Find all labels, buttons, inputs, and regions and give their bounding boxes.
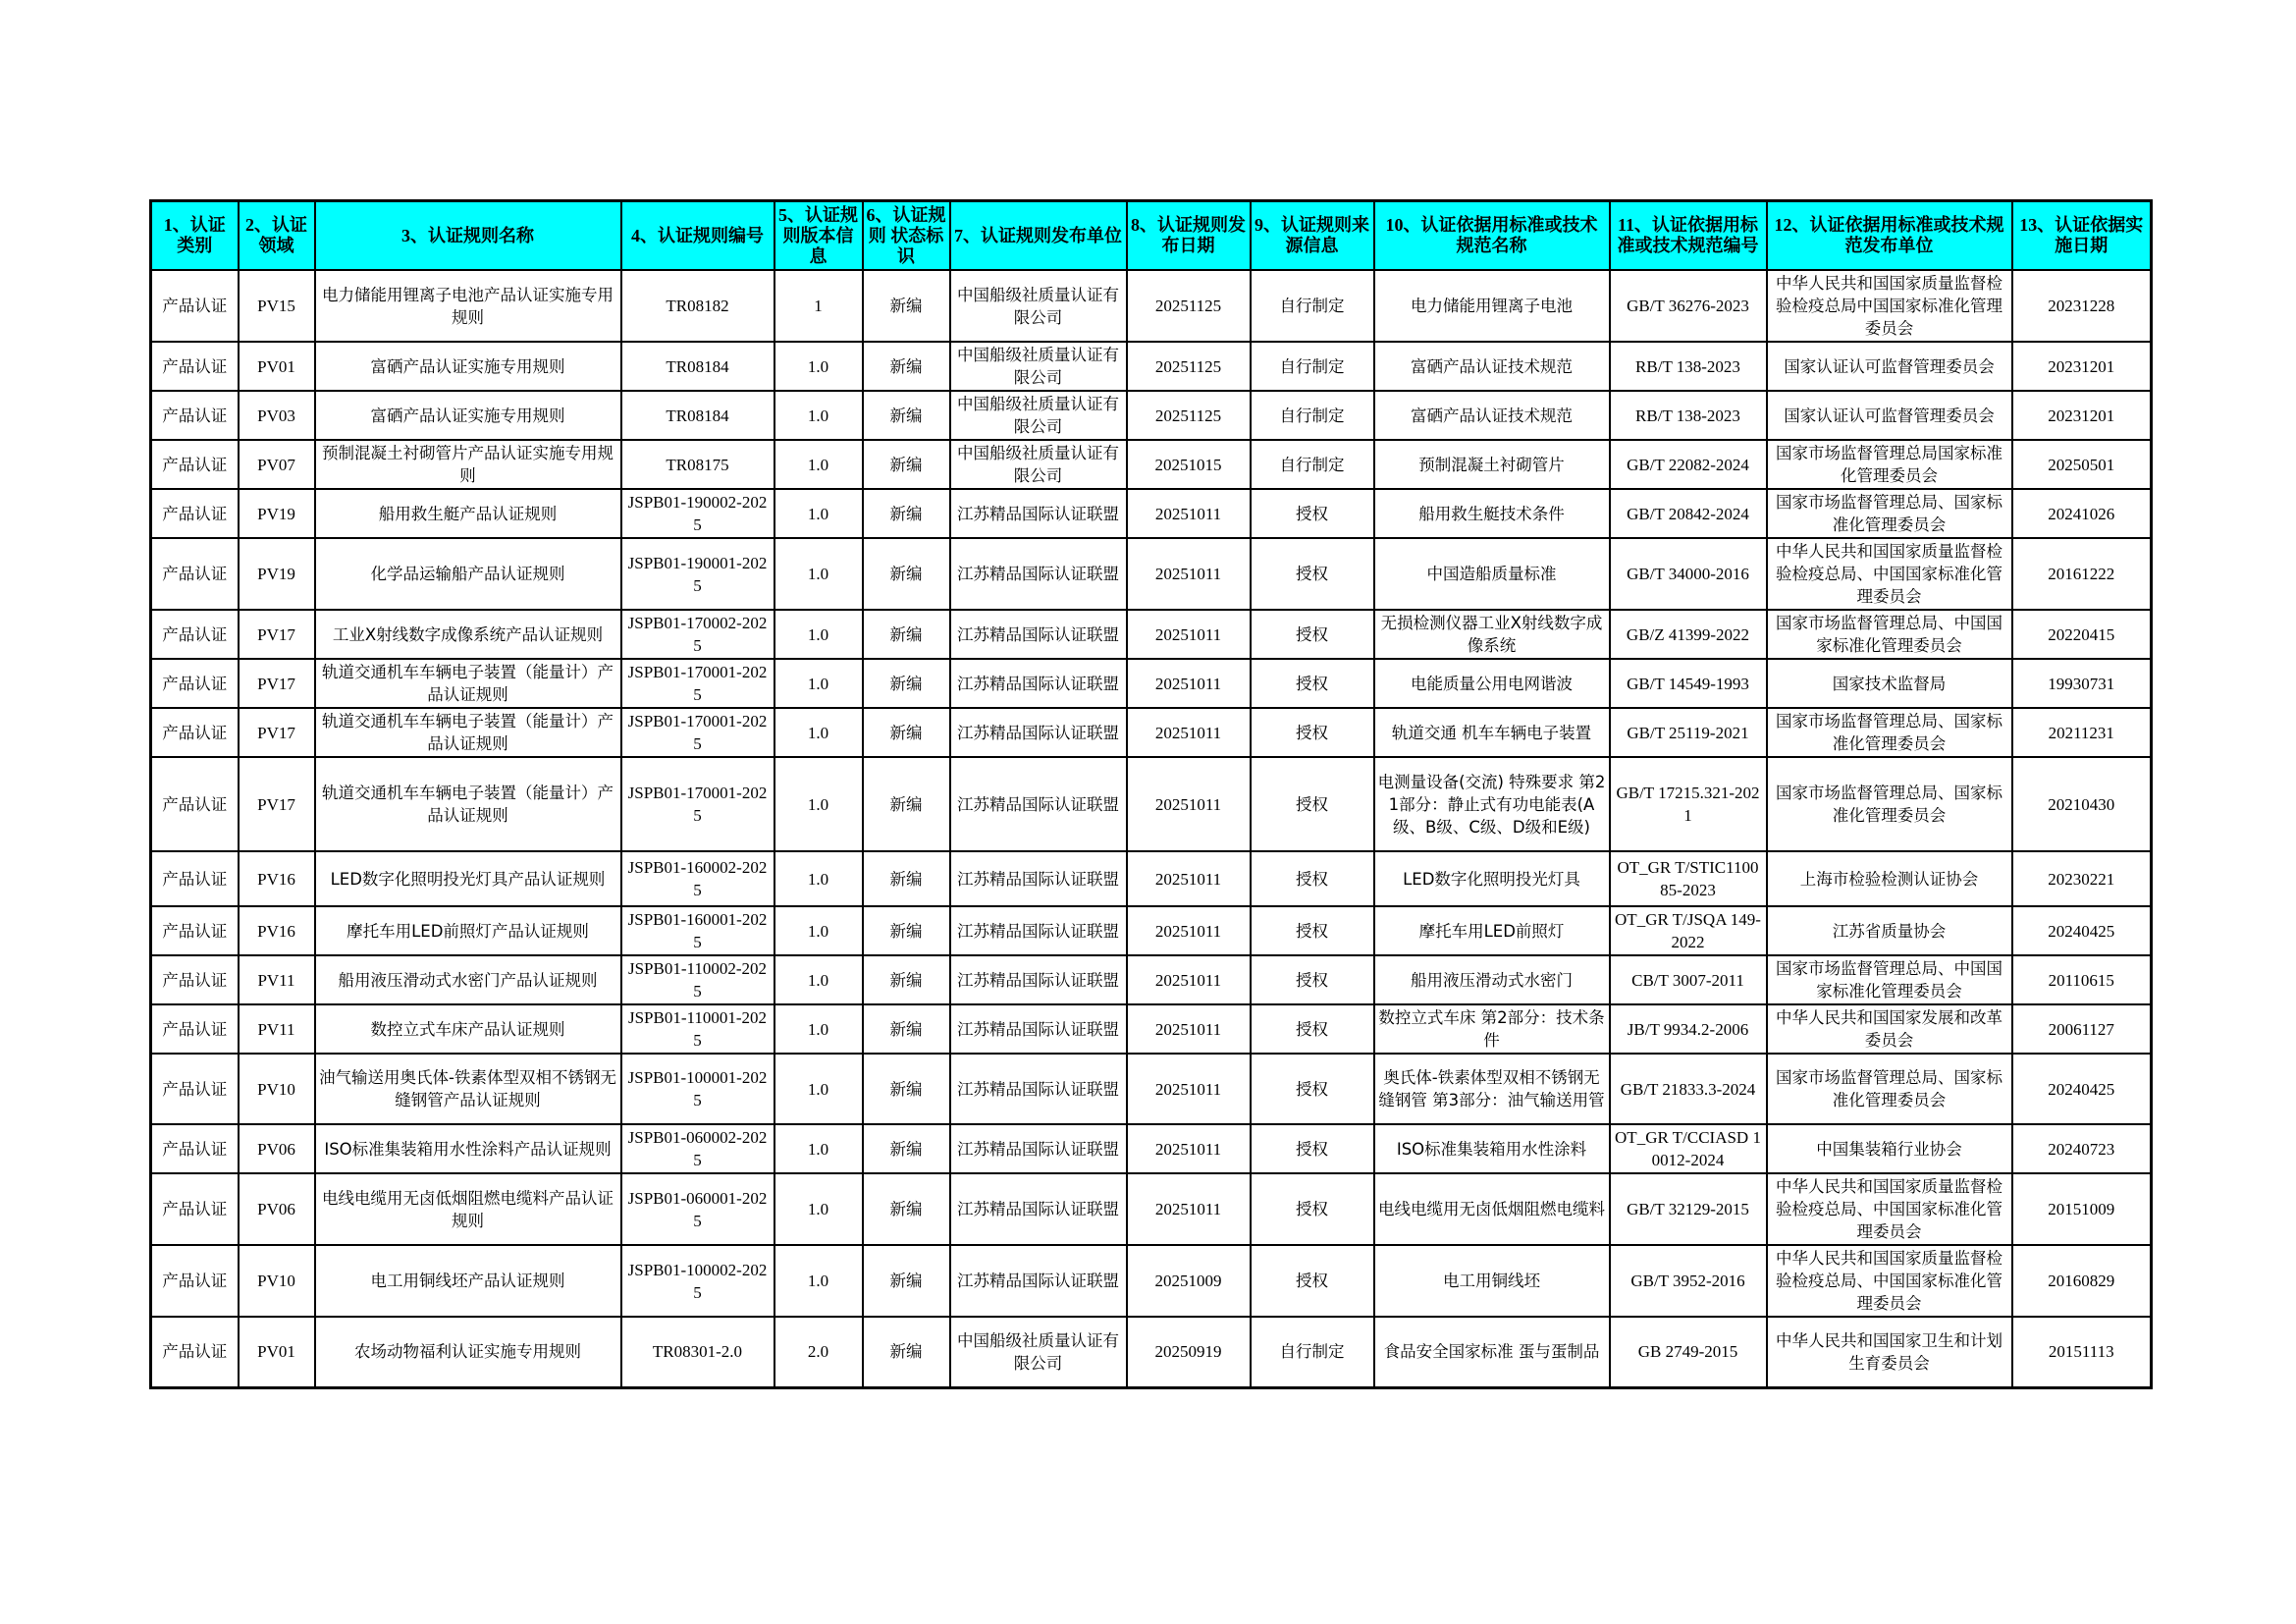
cell-standard-publisher: 国家认证认可监督管理委员会 — [1767, 391, 2012, 440]
header-rule-version: 5、认证规则版本信息 — [774, 201, 863, 271]
table-row — [151, 391, 2152, 440]
cell-standard-publisher: 中华人民共和国国家质量监督检验检疫总局、中国国家标准化管理委员会 — [1767, 538, 2012, 610]
header-cert-domain: 2、认证领域 — [239, 201, 315, 271]
cell-standard-publisher: 中华人民共和国国家质量监督检验检疫总局、中国国家标准化管理委员会 — [1767, 1173, 2012, 1245]
cell-rule-publisher: 江苏精品国际认证联盟 — [950, 1054, 1127, 1124]
cell-rule-number: JSPB01-170001-2025 — [621, 708, 774, 757]
table-row — [151, 757, 2152, 851]
cell-effective-date: 20241026 — [2012, 489, 2152, 538]
cell-rule-source: 自行制定 — [1251, 391, 1374, 440]
cell-effective-date: 20061127 — [2012, 1004, 2152, 1054]
cell-cert-domain: PV16 — [239, 906, 315, 955]
cell-rule-source: 授权 — [1251, 757, 1374, 851]
table-row — [151, 270, 2152, 342]
cell-rule-publisher: 中国船级社质量认证有限公司 — [950, 270, 1127, 342]
cell-standard-name: 富硒产品认证技术规范 — [1374, 342, 1610, 391]
cell-standard-number: GB/T 21833.3-2024 — [1610, 1054, 1767, 1124]
cell-rule-status: 新编 — [863, 342, 950, 391]
cell-standard-number: CB/T 3007-2011 — [1610, 955, 1767, 1004]
header-rule-publisher: 7、认证规则发布单位 — [950, 201, 1127, 271]
certification-rules-table — [149, 199, 2153, 1389]
cell-rule-publisher: 江苏精品国际认证联盟 — [950, 1004, 1127, 1054]
cell-rule-date: 20250919 — [1127, 1317, 1251, 1387]
cell-standard-publisher: 国家技术监督局 — [1767, 659, 2012, 708]
cell-rule-number: JSPB01-160001-2025 — [621, 906, 774, 955]
cell-rule-name: 工业X射线数字成像系统产品认证规则 — [315, 610, 621, 659]
cell-standard-number: GB/T 22082-2024 — [1610, 440, 1767, 489]
cell-rule-source: 授权 — [1251, 538, 1374, 610]
cell-standard-number: GB/T 25119-2021 — [1610, 708, 1767, 757]
cell-rule-name: 轨道交通机车车辆电子装置（能量计）产品认证规则 — [315, 708, 621, 757]
cell-rule-source: 授权 — [1251, 906, 1374, 955]
cell-cert-category: 产品认证 — [151, 1245, 239, 1317]
cell-standard-number: JB/T 9934.2-2006 — [1610, 1004, 1767, 1054]
cell-standard-number: RB/T 138-2023 — [1610, 342, 1767, 391]
cell-effective-date: 20240425 — [2012, 1054, 2152, 1124]
cell-rule-source: 自行制定 — [1251, 1317, 1374, 1387]
cell-rule-date: 20251011 — [1127, 851, 1251, 906]
header-row — [151, 201, 2152, 271]
header-standard-number: 11、认证依据用标准或技术规范编号 — [1610, 201, 1767, 271]
cell-rule-source: 授权 — [1251, 1124, 1374, 1173]
table-header — [151, 201, 2152, 271]
cell-standard-name: 无损检测仪器工业X射线数字成像系统 — [1374, 610, 1610, 659]
cell-rule-date: 20251011 — [1127, 955, 1251, 1004]
cell-cert-domain: PV06 — [239, 1173, 315, 1245]
cell-rule-number: TR08184 — [621, 342, 774, 391]
cell-rule-version: 2.0 — [774, 1317, 863, 1387]
cell-rule-source: 授权 — [1251, 1245, 1374, 1317]
cell-rule-source: 授权 — [1251, 708, 1374, 757]
cell-rule-publisher: 中国船级社质量认证有限公司 — [950, 391, 1127, 440]
cell-rule-date: 20251011 — [1127, 1054, 1251, 1124]
cell-rule-date: 20251011 — [1127, 757, 1251, 851]
cell-standard-name: 食品安全国家标准 蛋与蛋制品 — [1374, 1317, 1610, 1387]
cell-cert-category: 产品认证 — [151, 851, 239, 906]
cell-standard-publisher: 国家市场监督管理总局、国家标准化管理委员会 — [1767, 757, 2012, 851]
cell-rule-date: 20251011 — [1127, 708, 1251, 757]
cell-rule-date: 20251011 — [1127, 610, 1251, 659]
header-rule-source: 9、认证规则来源信息 — [1251, 201, 1374, 271]
cell-standard-name: ISO标准集装箱用水性涂料 — [1374, 1124, 1610, 1173]
cell-rule-name: 船用液压滑动式水密门产品认证规则 — [315, 955, 621, 1004]
cell-standard-name: 摩托车用LED前照灯 — [1374, 906, 1610, 955]
cell-standard-number: GB/T 3952-2016 — [1610, 1245, 1767, 1317]
cell-effective-date: 20161222 — [2012, 538, 2152, 610]
cell-rule-version: 1.0 — [774, 757, 863, 851]
cell-rule-publisher: 江苏精品国际认证联盟 — [950, 610, 1127, 659]
cell-rule-publisher: 江苏精品国际认证联盟 — [950, 851, 1127, 906]
cell-cert-category: 产品认证 — [151, 757, 239, 851]
cell-standard-publisher: 中华人民共和国国家质量监督检验检疫总局、中国国家标准化管理委员会 — [1767, 1245, 2012, 1317]
cell-rule-date: 20251125 — [1127, 391, 1251, 440]
cell-cert-domain: PV17 — [239, 708, 315, 757]
cell-effective-date: 20231201 — [2012, 391, 2152, 440]
header-rule-status: 6、认证规则 状态标识 — [863, 201, 950, 271]
cell-effective-date: 20160829 — [2012, 1245, 2152, 1317]
cell-effective-date: 20240425 — [2012, 906, 2152, 955]
cell-standard-number: GB/T 17215.321-2021 — [1610, 757, 1767, 851]
cell-rule-version: 1.0 — [774, 1124, 863, 1173]
cell-standard-number: GB/T 36276-2023 — [1610, 270, 1767, 342]
cell-cert-domain: PV17 — [239, 610, 315, 659]
cell-standard-name: 电能质量公用电网谐波 — [1374, 659, 1610, 708]
table-row — [151, 1317, 2152, 1387]
cell-rule-version: 1.0 — [774, 659, 863, 708]
cell-cert-category: 产品认证 — [151, 489, 239, 538]
cell-rule-status: 新编 — [863, 391, 950, 440]
cell-rule-status: 新编 — [863, 1173, 950, 1245]
cell-cert-category: 产品认证 — [151, 955, 239, 1004]
cell-standard-name: 电线电缆用无卤低烟阻燃电缆料 — [1374, 1173, 1610, 1245]
cell-standard-publisher: 上海市检验检测认证协会 — [1767, 851, 2012, 906]
cell-rule-version: 1 — [774, 270, 863, 342]
cell-standard-number: GB/Z 41399-2022 — [1610, 610, 1767, 659]
cell-effective-date: 20231201 — [2012, 342, 2152, 391]
table-row — [151, 1004, 2152, 1054]
cell-standard-name: 轨道交通 机车车辆电子装置 — [1374, 708, 1610, 757]
cell-rule-date: 20251011 — [1127, 1124, 1251, 1173]
cell-rule-number: JSPB01-170001-2025 — [621, 659, 774, 708]
cell-rule-status: 新编 — [863, 659, 950, 708]
cell-rule-publisher: 江苏精品国际认证联盟 — [950, 659, 1127, 708]
cell-rule-version: 1.0 — [774, 1054, 863, 1124]
header-rule-date: 8、认证规则发布日期 — [1127, 201, 1251, 271]
cell-rule-name: 化学品运输船产品认证规则 — [315, 538, 621, 610]
table-row — [151, 851, 2152, 906]
cell-rule-number: TR08182 — [621, 270, 774, 342]
cell-rule-name: 数控立式车床产品认证规则 — [315, 1004, 621, 1054]
cell-cert-category: 产品认证 — [151, 342, 239, 391]
cell-rule-name: 油气输送用奥氏体-铁素体型双相不锈钢无缝钢管产品认证规则 — [315, 1054, 621, 1124]
cell-cert-category: 产品认证 — [151, 1054, 239, 1124]
cell-rule-name: 电线电缆用无卤低烟阻燃电缆料产品认证规则 — [315, 1173, 621, 1245]
cell-standard-publisher: 国家认证认可监督管理委员会 — [1767, 342, 2012, 391]
header-rule-name: 3、认证规则名称 — [315, 201, 621, 271]
cell-rule-status: 新编 — [863, 1317, 950, 1387]
table-row — [151, 1124, 2152, 1173]
cell-cert-category: 产品认证 — [151, 1004, 239, 1054]
cell-standard-name: 中国造船质量标准 — [1374, 538, 1610, 610]
cell-rule-version: 1.0 — [774, 610, 863, 659]
cell-cert-category: 产品认证 — [151, 1317, 239, 1387]
cell-rule-number: JSPB01-170002-2025 — [621, 610, 774, 659]
cell-rule-publisher: 江苏精品国际认证联盟 — [950, 1245, 1127, 1317]
cell-rule-publisher: 中国船级社质量认证有限公司 — [950, 440, 1127, 489]
table-row — [151, 1173, 2152, 1245]
cell-rule-version: 1.0 — [774, 342, 863, 391]
cell-rule-version: 1.0 — [774, 391, 863, 440]
table-body — [151, 270, 2152, 1387]
cell-standard-publisher: 中华人民共和国国家发展和改革委员会 — [1767, 1004, 2012, 1054]
cell-rule-number: JSPB01-190002-2025 — [621, 489, 774, 538]
cell-rule-status: 新编 — [863, 1054, 950, 1124]
cell-rule-status: 新编 — [863, 851, 950, 906]
table-row — [151, 955, 2152, 1004]
cell-rule-publisher: 江苏精品国际认证联盟 — [950, 906, 1127, 955]
cell-rule-name: LED数字化照明投光灯具产品认证规则 — [315, 851, 621, 906]
cell-standard-number: GB/T 34000-2016 — [1610, 538, 1767, 610]
header-rule-number: 4、认证规则编号 — [621, 201, 774, 271]
cell-rule-source: 授权 — [1251, 659, 1374, 708]
cell-rule-status: 新编 — [863, 538, 950, 610]
cell-cert-category: 产品认证 — [151, 659, 239, 708]
cell-rule-version: 1.0 — [774, 538, 863, 610]
cell-standard-name: 船用救生艇技术条件 — [1374, 489, 1610, 538]
table-row — [151, 1245, 2152, 1317]
cell-rule-number: TR08301-2.0 — [621, 1317, 774, 1387]
cell-standard-publisher: 国家市场监督管理总局、中国国家标准化管理委员会 — [1767, 955, 2012, 1004]
cell-cert-category: 产品认证 — [151, 708, 239, 757]
cell-rule-status: 新编 — [863, 1004, 950, 1054]
cell-rule-source: 自行制定 — [1251, 342, 1374, 391]
cell-standard-number: OT_GR T/CCIASD 10012-2024 — [1610, 1124, 1767, 1173]
cell-cert-category: 产品认证 — [151, 906, 239, 955]
cell-rule-source: 授权 — [1251, 955, 1374, 1004]
cell-cert-category: 产品认证 — [151, 538, 239, 610]
cell-rule-number: JSPB01-110002-2025 — [621, 955, 774, 1004]
cell-standard-name: 电力储能用锂离子电池 — [1374, 270, 1610, 342]
cell-rule-version: 1.0 — [774, 906, 863, 955]
cell-standard-number: RB/T 138-2023 — [1610, 391, 1767, 440]
cell-rule-number: JSPB01-100001-2025 — [621, 1054, 774, 1124]
cell-rule-name: ISO标准集装箱用水性涂料产品认证规则 — [315, 1124, 621, 1173]
cell-rule-version: 1.0 — [774, 1245, 863, 1317]
table-row — [151, 906, 2152, 955]
cell-rule-status: 新编 — [863, 708, 950, 757]
cell-rule-date: 20251011 — [1127, 538, 1251, 610]
cell-rule-name: 摩托车用LED前照灯产品认证规则 — [315, 906, 621, 955]
cell-rule-status: 新编 — [863, 1124, 950, 1173]
cell-standard-number: GB/T 14549-1993 — [1610, 659, 1767, 708]
cell-cert-domain: PV11 — [239, 1004, 315, 1054]
header-standard-name: 10、认证依据用标准或技术规范名称 — [1374, 201, 1610, 271]
cell-rule-version: 1.0 — [774, 1004, 863, 1054]
cell-cert-domain: PV03 — [239, 391, 315, 440]
cell-standard-number: OT_GR T/STIC110085-2023 — [1610, 851, 1767, 906]
cell-effective-date: 20220415 — [2012, 610, 2152, 659]
cell-rule-number: JSPB01-110001-2025 — [621, 1004, 774, 1054]
cell-cert-category: 产品认证 — [151, 610, 239, 659]
cell-rule-number: JSPB01-170001-2025 — [621, 757, 774, 851]
cell-standard-name: 预制混凝土衬砌管片 — [1374, 440, 1610, 489]
cell-rule-name: 电力储能用锂离子电池产品认证实施专用规则 — [315, 270, 621, 342]
cell-standard-publisher: 国家市场监督管理总局、国家标准化管理委员会 — [1767, 489, 2012, 538]
cell-rule-number: JSPB01-100002-2025 — [621, 1245, 774, 1317]
header-standard-publisher: 12、认证依据用标准或技术规范发布单位 — [1767, 201, 2012, 271]
cell-cert-category: 产品认证 — [151, 270, 239, 342]
cell-effective-date: 20151113 — [2012, 1317, 2152, 1387]
cell-rule-publisher: 江苏精品国际认证联盟 — [950, 1124, 1127, 1173]
cell-standard-name: 电工用铜线坯 — [1374, 1245, 1610, 1317]
cell-standard-number: GB/T 20842-2024 — [1610, 489, 1767, 538]
header-cert-category: 1、认证类别 — [151, 201, 239, 271]
cell-rule-number: JSPB01-190001-2025 — [621, 538, 774, 610]
cell-rule-number: JSPB01-160002-2025 — [621, 851, 774, 906]
cell-effective-date: 20211231 — [2012, 708, 2152, 757]
cell-rule-publisher: 江苏精品国际认证联盟 — [950, 955, 1127, 1004]
cell-rule-number: TR08175 — [621, 440, 774, 489]
cell-standard-publisher: 国家市场监督管理总局、国家标准化管理委员会 — [1767, 708, 2012, 757]
cell-standard-publisher: 国家市场监督管理总局、国家标准化管理委员会 — [1767, 1054, 2012, 1124]
cell-cert-domain: PV17 — [239, 757, 315, 851]
cell-standard-name: 数控立式车床 第2部分：技术条件 — [1374, 1004, 1610, 1054]
cell-effective-date: 20231228 — [2012, 270, 2152, 342]
cell-cert-category: 产品认证 — [151, 1124, 239, 1173]
cell-cert-domain: PV19 — [239, 538, 315, 610]
cell-rule-name: 船用救生艇产品认证规则 — [315, 489, 621, 538]
cell-effective-date: 20250501 — [2012, 440, 2152, 489]
cell-rule-name: 电工用铜线坯产品认证规则 — [315, 1245, 621, 1317]
cell-rule-version: 1.0 — [774, 1173, 863, 1245]
cell-rule-version: 1.0 — [774, 708, 863, 757]
table-row — [151, 489, 2152, 538]
cell-rule-name: 轨道交通机车车辆电子装置（能量计）产品认证规则 — [315, 757, 621, 851]
cell-rule-status: 新编 — [863, 955, 950, 1004]
cell-rule-version: 1.0 — [774, 440, 863, 489]
cell-rule-source: 授权 — [1251, 1054, 1374, 1124]
cell-rule-publisher: 江苏精品国际认证联盟 — [950, 708, 1127, 757]
cell-rule-publisher: 中国船级社质量认证有限公司 — [950, 1317, 1127, 1387]
cell-rule-source: 自行制定 — [1251, 440, 1374, 489]
cell-standard-publisher: 中国集装箱行业协会 — [1767, 1124, 2012, 1173]
cell-rule-version: 1.0 — [774, 851, 863, 906]
cell-effective-date: 20151009 — [2012, 1173, 2152, 1245]
cell-rule-status: 新编 — [863, 440, 950, 489]
cell-standard-number: GB/T 32129-2015 — [1610, 1173, 1767, 1245]
cell-rule-name: 富硒产品认证实施专用规则 — [315, 391, 621, 440]
cell-rule-date: 20251011 — [1127, 1004, 1251, 1054]
cell-standard-name: 富硒产品认证技术规范 — [1374, 391, 1610, 440]
cell-rule-publisher: 江苏精品国际认证联盟 — [950, 489, 1127, 538]
cell-rule-status: 新编 — [863, 1245, 950, 1317]
cell-rule-name: 预制混凝土衬砌管片产品认证实施专用规则 — [315, 440, 621, 489]
cell-rule-publisher: 江苏精品国际认证联盟 — [950, 538, 1127, 610]
cell-rule-version: 1.0 — [774, 955, 863, 1004]
cell-effective-date: 20110615 — [2012, 955, 2152, 1004]
cell-rule-status: 新编 — [863, 489, 950, 538]
cell-cert-domain: PV10 — [239, 1245, 315, 1317]
cell-standard-name: 电测量设备(交流) 特殊要求 第21部分：静止式有功电能表(A级、B级、C级、D级和E级) — [1374, 757, 1610, 851]
cell-effective-date: 19930731 — [2012, 659, 2152, 708]
cell-standard-number: GB 2749-2015 — [1610, 1317, 1767, 1387]
cell-standard-publisher: 中华人民共和国国家质量监督检验检疫总局中国国家标准化管理委员会 — [1767, 270, 2012, 342]
cell-rule-source: 授权 — [1251, 1004, 1374, 1054]
cell-standard-number: OT_GR T/JSQA 149-2022 — [1610, 906, 1767, 955]
cell-cert-domain: PV19 — [239, 489, 315, 538]
cell-rule-date: 20251009 — [1127, 1245, 1251, 1317]
cell-rule-name: 富硒产品认证实施专用规则 — [315, 342, 621, 391]
cell-cert-domain: PV10 — [239, 1054, 315, 1124]
cell-cert-category: 产品认证 — [151, 391, 239, 440]
cell-effective-date: 20240723 — [2012, 1124, 2152, 1173]
cell-cert-category: 产品认证 — [151, 1173, 239, 1245]
cell-rule-source: 自行制定 — [1251, 270, 1374, 342]
cell-rule-publisher: 江苏精品国际认证联盟 — [950, 1173, 1127, 1245]
cell-effective-date: 20210430 — [2012, 757, 2152, 851]
cell-cert-domain: PV01 — [239, 342, 315, 391]
cell-cert-domain: PV16 — [239, 851, 315, 906]
cell-rule-source: 授权 — [1251, 1173, 1374, 1245]
cell-rule-number: JSPB01-060001-2025 — [621, 1173, 774, 1245]
cell-rule-date: 20251011 — [1127, 1173, 1251, 1245]
cell-rule-date: 20251125 — [1127, 270, 1251, 342]
cell-rule-date: 20251015 — [1127, 440, 1251, 489]
cell-rule-number: TR08184 — [621, 391, 774, 440]
table-row — [151, 538, 2152, 610]
table-row — [151, 708, 2152, 757]
cell-cert-domain: PV11 — [239, 955, 315, 1004]
cell-rule-name: 农场动物福利认证实施专用规则 — [315, 1317, 621, 1387]
header-effective-date: 13、认证依据实施日期 — [2012, 201, 2152, 271]
cell-standard-name: 奥氏体-铁素体型双相不锈钢无缝钢管 第3部分：油气输送用管 — [1374, 1054, 1610, 1124]
cell-rule-status: 新编 — [863, 906, 950, 955]
cell-cert-domain: PV01 — [239, 1317, 315, 1387]
cell-cert-domain: PV15 — [239, 270, 315, 342]
cell-rule-date: 20251125 — [1127, 342, 1251, 391]
cell-rule-number: JSPB01-060002-2025 — [621, 1124, 774, 1173]
cell-standard-publisher: 江苏省质量协会 — [1767, 906, 2012, 955]
cell-rule-date: 20251011 — [1127, 906, 1251, 955]
cell-rule-source: 授权 — [1251, 610, 1374, 659]
table-row — [151, 440, 2152, 489]
cell-rule-publisher: 中国船级社质量认证有限公司 — [950, 342, 1127, 391]
cell-cert-domain: PV06 — [239, 1124, 315, 1173]
cell-standard-name: LED数字化照明投光灯具 — [1374, 851, 1610, 906]
cell-rule-version: 1.0 — [774, 489, 863, 538]
cell-rule-status: 新编 — [863, 610, 950, 659]
cell-standard-publisher: 国家市场监督管理总局国家标准化管理委员会 — [1767, 440, 2012, 489]
cell-rule-status: 新编 — [863, 270, 950, 342]
cell-standard-name: 船用液压滑动式水密门 — [1374, 955, 1610, 1004]
table-row — [151, 610, 2152, 659]
cell-rule-status: 新编 — [863, 757, 950, 851]
cell-cert-category: 产品认证 — [151, 440, 239, 489]
cell-standard-publisher: 国家市场监督管理总局、中国国家标准化管理委员会 — [1767, 610, 2012, 659]
cell-rule-source: 授权 — [1251, 489, 1374, 538]
cell-standard-publisher: 中华人民共和国国家卫生和计划生育委员会 — [1767, 1317, 2012, 1387]
table-row — [151, 1054, 2152, 1124]
table-row — [151, 342, 2152, 391]
cell-cert-domain: PV07 — [239, 440, 315, 489]
cell-cert-domain: PV17 — [239, 659, 315, 708]
cell-rule-date: 20251011 — [1127, 489, 1251, 538]
cell-rule-source: 授权 — [1251, 851, 1374, 906]
cell-effective-date: 20230221 — [2012, 851, 2152, 906]
cell-rule-date: 20251011 — [1127, 659, 1251, 708]
cell-rule-name: 轨道交通机车车辆电子装置（能量计）产品认证规则 — [315, 659, 621, 708]
table-row — [151, 659, 2152, 708]
cell-rule-publisher: 江苏精品国际认证联盟 — [950, 757, 1127, 851]
